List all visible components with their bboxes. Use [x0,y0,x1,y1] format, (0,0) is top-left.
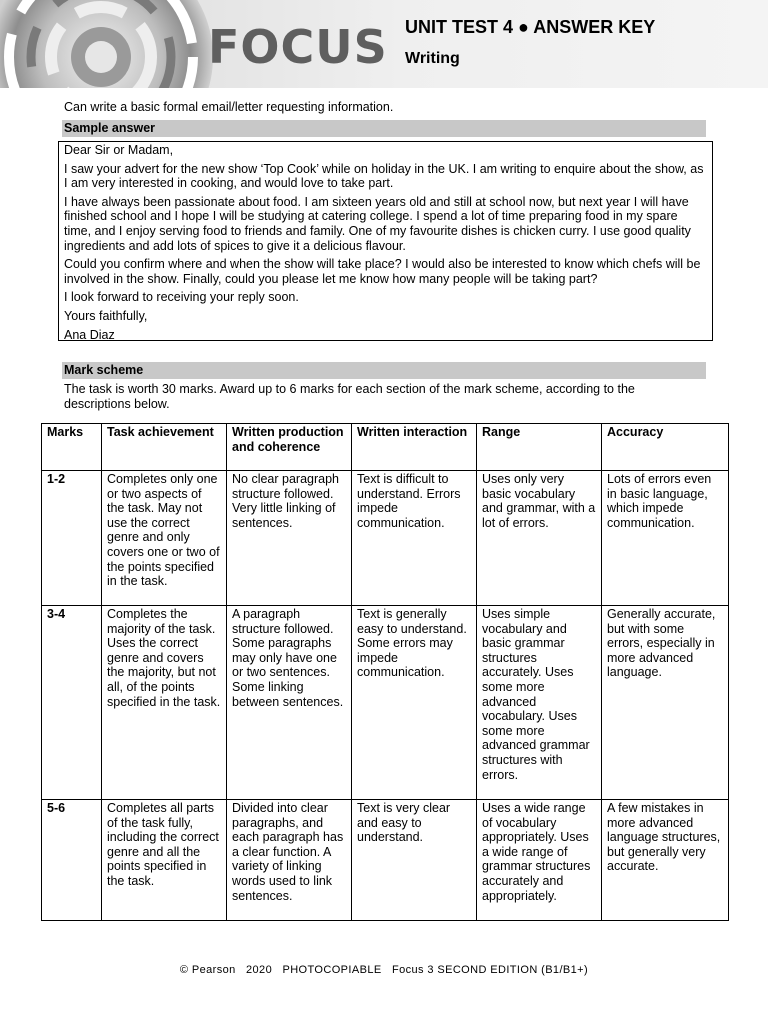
column-header: Task achievement [102,424,227,471]
interaction-cell: Text is very clear and easy to understand. [352,800,477,921]
table-row [42,471,729,606]
letter-paragraph: I have always been passionate about food. I am sixteen years old and still at school now, but next year I will have finished school and I hope I will be studying at catering college. I spend a lot of time preparing food in my spare time, and I enjoy serving food to friends and family. One of my favourite dishes is chicken curry. I use good quality ingredients and add lots of spices to give it a delicious flavour. [64,194,691,253]
column-header: Range [477,424,602,471]
table-row [42,606,729,800]
page-footer: © Pearson 2020 PHOTOCOPIABLE Focus 3 SECOND EDITION (B1/B1+) [179,964,589,976]
logo-disc-graphic [0,0,216,88]
sample-answer-heading: Sample answer [62,120,706,137]
production-cell: Divided into clear paragraphs, and each paragraph has a clear function. A variety of linking words used to link sentences. [227,800,352,921]
marks-cell: 3-4 [42,606,102,800]
column-header: Written production and coherence [227,424,352,471]
sample-letter-box [58,141,713,341]
focus-logo: FOCUS [208,20,388,74]
production-cell: No clear paragraph structure followed. Very little linking of sentences. [227,471,352,606]
mark-scheme-table [41,423,729,921]
letter-signature: Ana Diaz [64,327,115,342]
marks-cell: 5-6 [42,800,102,921]
letter-paragraph: I look forward to receiving your reply soon. [64,290,299,305]
mark-scheme-intro: The task is worth 30 marks. Award up to 6 marks for each section of the mark scheme, according to the descriptions below. [64,382,635,411]
task-achievement-cell: Completes only one or two aspects of the task. May not use the correct genre and only covers one or two of the points specified in the task. [102,471,227,606]
letter-closing: Yours faithfully, [64,308,148,323]
task-achievement-cell: Completes all parts of the task fully, including the correct genre and all the points specified in the task. [102,800,227,921]
task-achievement-cell: Completes the majority of the task. Uses the correct genre and covers the majority, but not all, of the points specified in the task. [102,606,227,800]
page-subtitle: Writing [405,50,460,67]
letter-paragraph: I saw your advert for the new show ‘Top Cook’ while on holiday in the UK. I am writing to enquire about the show, as I am very interested in cooking, and would love to take part. [64,161,704,191]
accuracy-cell: Lots of errors even in basic language, which impede communication. [602,471,729,606]
letter-paragraph: Could you confirm where and when the show will take place? I would also be interested to know which chefs will be involved in the show. Finally, could you please let me know how many people will be taking part? [64,257,701,286]
range-cell: Uses only very basic vocabulary and grammar, with a lot of errors. [477,471,602,606]
column-header: Written interaction [352,424,477,471]
task-objective: Can write a basic formal email/letter requesting information. [64,100,394,114]
column-header: Marks [42,424,102,471]
page-title: UNIT TEST 4 ● ANSWER KEY [405,17,656,37]
table-row [42,800,729,921]
accuracy-cell: A few mistakes in more advanced language structures, but generally very accurate. [602,800,729,921]
mark-scheme-heading: Mark scheme [62,362,706,379]
accuracy-cell: Generally accurate, but with some errors, especially in more advanced language. [602,606,729,800]
letter-greeting: Dear Sir or Madam, [64,143,174,157]
marks-cell: 1-2 [42,471,102,606]
table-header-row [42,424,729,471]
range-cell: Uses simple vocabulary and basic grammar structures accurately. Uses some more advanced vocabulary. Uses some more advanced grammar structures with errors. [477,606,602,800]
page-header [0,0,768,88]
interaction-cell: Text is generally easy to understand. Some errors may impede communication. [352,606,477,800]
production-cell: A paragraph structure followed. Some paragraphs may only have one or two sentences. Some linking between sentences. [227,606,352,800]
interaction-cell: Text is difficult to understand. Errors impede communication. [352,471,477,606]
range-cell: Uses a wide range of vocabulary appropriately. Uses a wide range of grammar structures accurately and appropriately. [477,800,602,921]
column-header: Accuracy [602,424,729,471]
